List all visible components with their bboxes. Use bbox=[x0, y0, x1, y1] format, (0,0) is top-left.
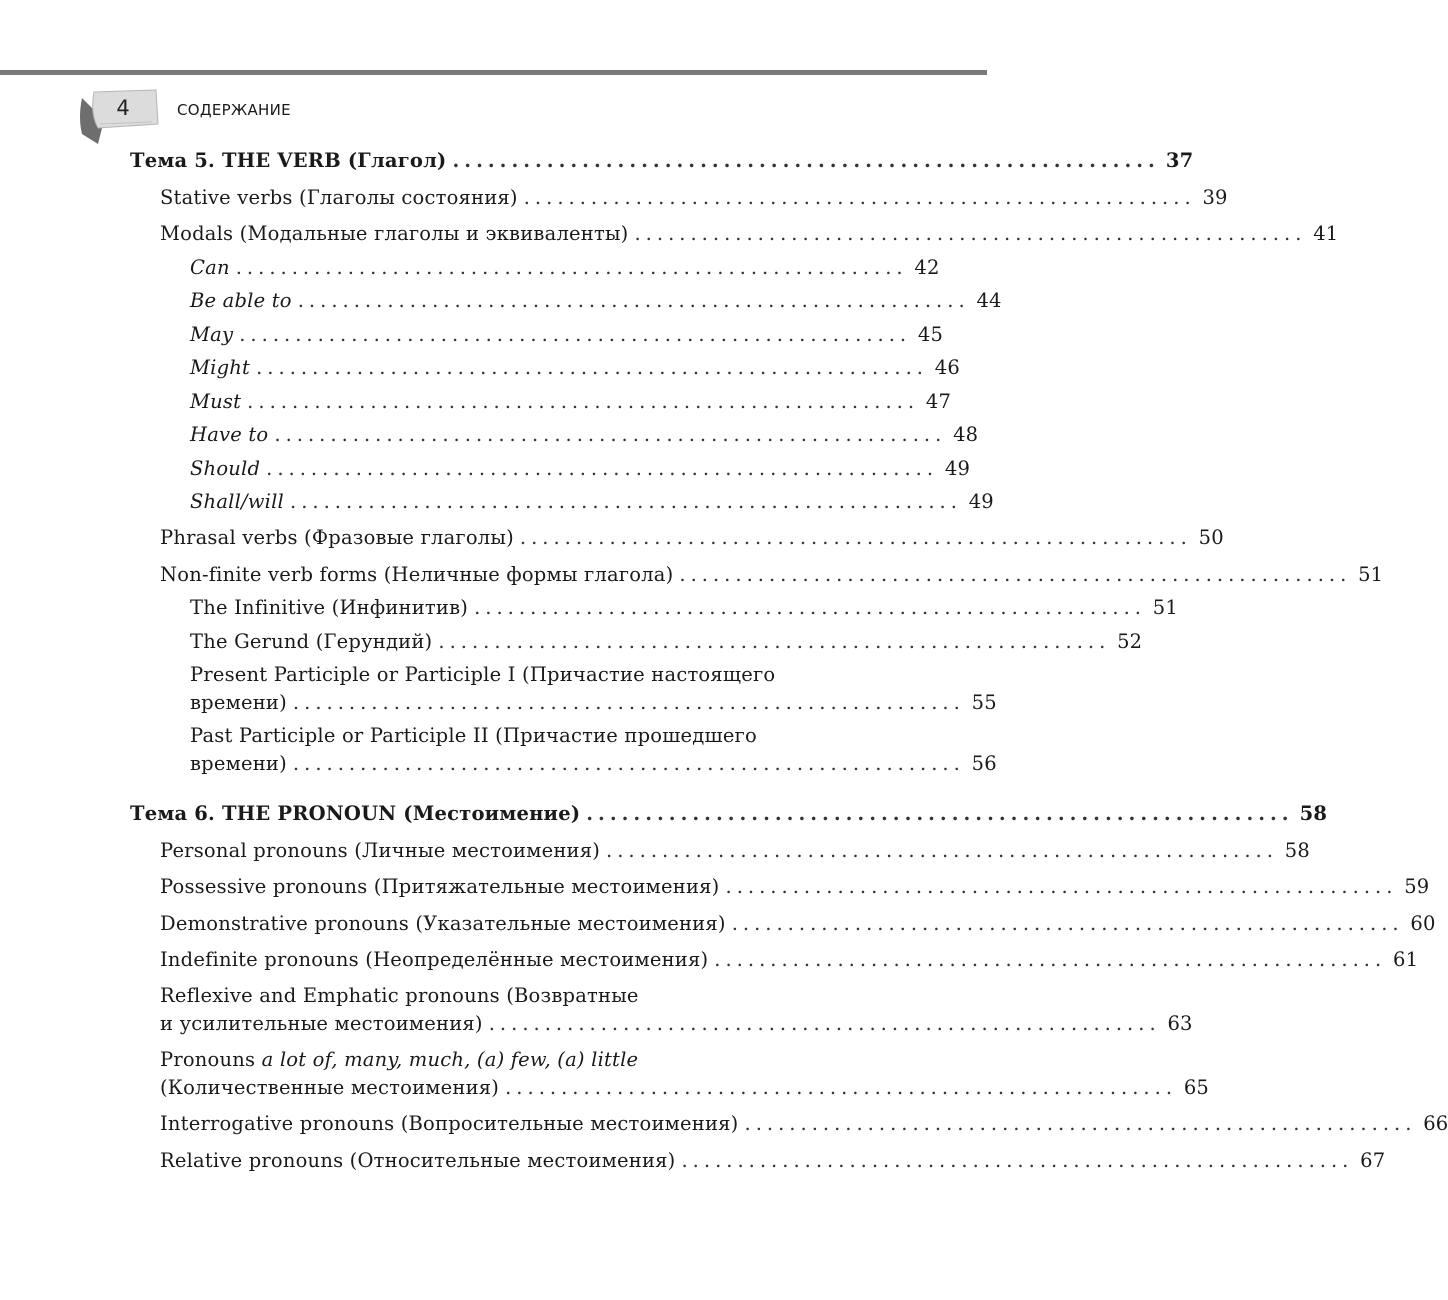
toc-topic-6[interactable]: Тема 6. THE PRONOUN (Местоимение) ............................................................ 58 bbox=[130, 802, 1328, 825]
section-title: СОДЕРЖАНИЕ bbox=[177, 101, 291, 119]
toc-item-line1: Past Participle or Participle II (Причастие прошедшего bbox=[190, 724, 757, 747]
toc-item[interactable]: Should ............................................................ 49 bbox=[190, 457, 971, 480]
toc-item[interactable]: (Количественные местоимения) ............................................................ 65 bbox=[160, 1076, 1210, 1099]
toc-topic-5[interactable]: Тема 5. THE VERB (Глагол) ............................................................ 37 bbox=[130, 149, 1194, 172]
toc-item[interactable]: The Infinitive (Инфинитив) ............................................................ 51 bbox=[190, 596, 1178, 619]
toc-item[interactable]: Relative pronouns (Относительные местоимения) ............................................................ 67 bbox=[160, 1149, 1386, 1172]
toc-item[interactable]: Interrogative pronouns (Вопросительные местоимения) ............................................................ 66 bbox=[160, 1112, 1448, 1135]
toc-item[interactable]: May ............................................................ 45 bbox=[190, 323, 944, 346]
toc-item[interactable]: Stative verbs (Глаголы состояния) ............................................................ 39 bbox=[160, 186, 1228, 209]
toc-item[interactable]: Might ............................................................ 46 bbox=[190, 356, 961, 379]
toc-item[interactable]: Non-finite verb forms (Неличные формы глагола) ............................................................ 51 bbox=[160, 563, 1384, 586]
toc-item[interactable]: Shall/will ............................................................ 49 bbox=[190, 490, 994, 513]
toc-item-line1: Reflexive and Emphatic pronouns (Возвратные bbox=[160, 984, 639, 1007]
toc-item[interactable]: Possessive pronouns (Притяжательные местоимения) ............................................................ 59 bbox=[160, 875, 1430, 898]
toc-item[interactable]: времени) ............................................................ 56 bbox=[190, 752, 997, 775]
toc-item-line1: Pronouns a lot of, many, much, (a) few, (a) little bbox=[160, 1048, 639, 1071]
toc-item-line1: Present Participle or Participle I (Причастие настоящего bbox=[190, 663, 776, 686]
toc-item[interactable]: Have to ............................................................ 48 bbox=[190, 423, 979, 446]
toc-item[interactable]: Phrasal verbs (Фразовые глаголы) ............................................................ 50 bbox=[160, 526, 1224, 549]
toc-item[interactable]: Be able to ............................................................ 44 bbox=[190, 289, 1002, 312]
toc-item[interactable]: Can ............................................................ 42 bbox=[190, 256, 940, 279]
toc-item[interactable]: и усилительные местоимения) ............................................................ 63 bbox=[160, 1012, 1193, 1035]
page-number: 4 bbox=[116, 96, 130, 120]
toc-item[interactable]: времени) ............................................................ 55 bbox=[190, 691, 997, 714]
toc-item[interactable]: The Gerund (Герундий) ............................................................ 52 bbox=[190, 630, 1143, 653]
toc-item[interactable]: Personal pronouns (Личные местоимения) ............................................................ 58 bbox=[160, 839, 1310, 862]
toc-item[interactable]: Indefinite pronouns (Неопределённые местоимения) ............................................................ 61 bbox=[160, 948, 1419, 971]
toc-item[interactable]: Must ............................................................ 47 bbox=[190, 390, 952, 413]
toc-item[interactable]: Modals (Модальные глаголы и эквиваленты) ............................................................ 41 bbox=[160, 222, 1339, 245]
toc-item[interactable]: Demonstrative pronouns (Указательные местоимения) ............................................................ 60 bbox=[160, 912, 1436, 935]
